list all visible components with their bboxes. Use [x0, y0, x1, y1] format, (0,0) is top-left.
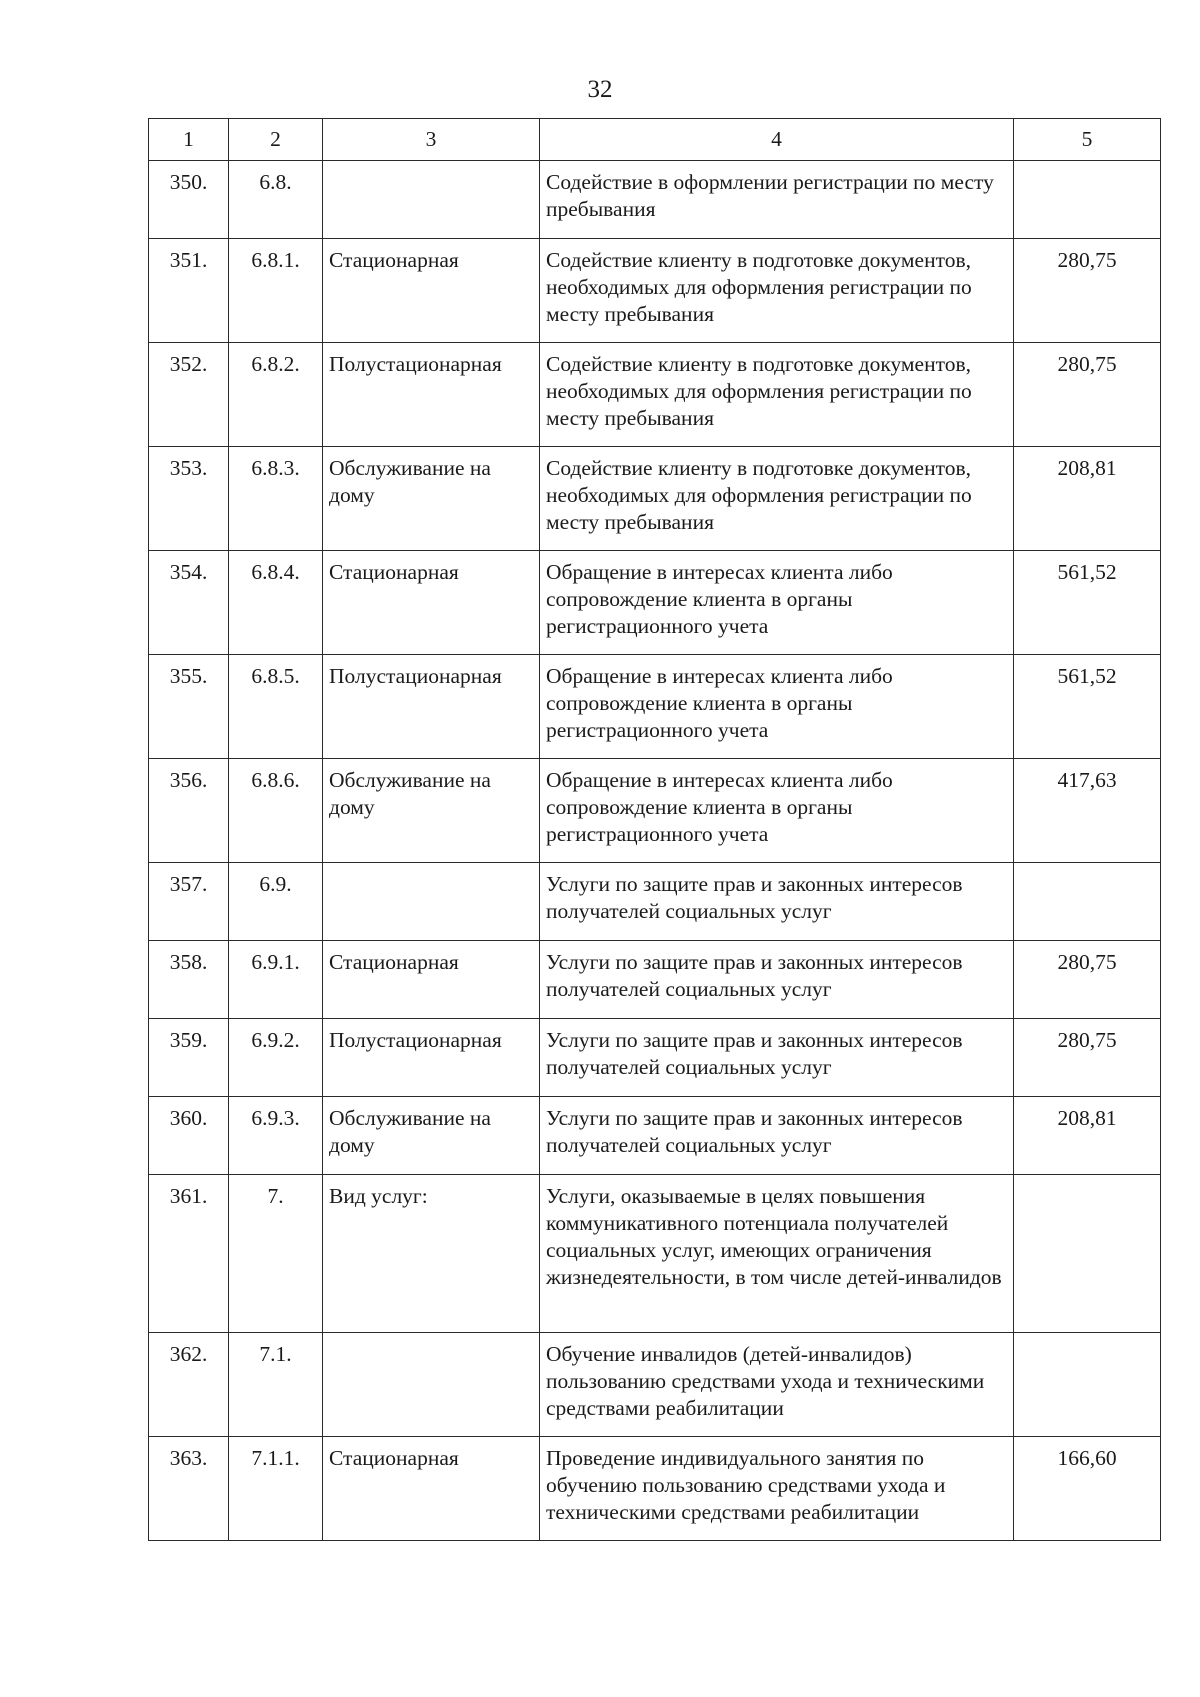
service-price: [1014, 1175, 1161, 1333]
row-number: 350.: [149, 161, 229, 239]
service-form: [323, 863, 540, 941]
service-price: 280,75: [1014, 239, 1161, 343]
col-header-1: 1: [149, 119, 229, 161]
service-price: 166,60: [1014, 1437, 1161, 1541]
service-price: 561,52: [1014, 551, 1161, 655]
service-code: 6.8.2.: [229, 343, 323, 447]
service-description: Обращение в интересах клиента либо сопровождение клиента в органы регистрационного учета: [540, 759, 1014, 863]
tariff-table: [148, 118, 1161, 1541]
service-form: Стационарная: [323, 239, 540, 343]
service-price: [1014, 161, 1161, 239]
service-price: 561,52: [1014, 655, 1161, 759]
service-description: Содействие клиенту в подготовке документов, необходимых для оформления регистрации по месту пребывания: [540, 239, 1014, 343]
service-code: 6.8.: [229, 161, 323, 239]
service-form: Вид услуг:: [323, 1175, 540, 1333]
service-description: Услуги по защите прав и законных интересов получателей социальных услуг: [540, 1097, 1014, 1175]
service-description: Услуги по защите прав и законных интересов получателей социальных услуг: [540, 1019, 1014, 1097]
row-number: 362.: [149, 1333, 229, 1437]
col-header-3: 3: [323, 119, 540, 161]
service-description: Обучение инвалидов (детей-инвалидов) пользованию средствами ухода и техническими средствами реабилитации: [540, 1333, 1014, 1437]
table-row: [149, 1097, 1161, 1175]
table-row: [149, 655, 1161, 759]
service-description: Содействие в оформлении регистрации по месту пребывания: [540, 161, 1014, 239]
page-number: 32: [587, 76, 613, 103]
service-form: Стационарная: [323, 551, 540, 655]
row-number: 351.: [149, 239, 229, 343]
service-form: Полустационарная: [323, 1019, 540, 1097]
table-row: [149, 551, 1161, 655]
service-description: Обращение в интересах клиента либо сопровождение клиента в органы регистрационного учета: [540, 551, 1014, 655]
service-form: Полустационарная: [323, 343, 540, 447]
table-row: [149, 1019, 1161, 1097]
service-code: 6.9.3.: [229, 1097, 323, 1175]
table-row: [149, 161, 1161, 239]
row-number: 358.: [149, 941, 229, 1019]
table-row: [149, 447, 1161, 551]
service-form: [323, 161, 540, 239]
service-description: Проведение индивидуального занятия по обучению пользованию средствами ухода и техническими средствами реабилитации: [540, 1437, 1014, 1541]
table-row: [149, 239, 1161, 343]
service-form: Стационарная: [323, 941, 540, 1019]
service-code: 6.8.5.: [229, 655, 323, 759]
row-number: 361.: [149, 1175, 229, 1333]
row-number: 359.: [149, 1019, 229, 1097]
service-code: 6.9.2.: [229, 1019, 323, 1097]
service-price: 208,81: [1014, 447, 1161, 551]
service-form: [323, 1333, 540, 1437]
service-price: 280,75: [1014, 1019, 1161, 1097]
row-number: 363.: [149, 1437, 229, 1541]
row-number: 356.: [149, 759, 229, 863]
service-code: 6.9.1.: [229, 941, 323, 1019]
service-price: 208,81: [1014, 1097, 1161, 1175]
table-row: [149, 343, 1161, 447]
col-header-5: 5: [1014, 119, 1161, 161]
service-price: [1014, 863, 1161, 941]
col-header-2: 2: [229, 119, 323, 161]
service-code: 6.8.6.: [229, 759, 323, 863]
table-row: [149, 1437, 1161, 1541]
service-code: 7.1.1.: [229, 1437, 323, 1541]
service-description: Услуги, оказываемые в целях повышения коммуникативного потенциала получателей социальных услуг, имеющих ограничения жизнедеятельности, в том числе детей-инвалидов: [540, 1175, 1014, 1333]
row-number: 352.: [149, 343, 229, 447]
service-code: 7.1.: [229, 1333, 323, 1437]
service-description: Услуги по защите прав и законных интересов получателей социальных услуг: [540, 941, 1014, 1019]
service-code: 6.8.1.: [229, 239, 323, 343]
service-price: 280,75: [1014, 941, 1161, 1019]
row-number: 360.: [149, 1097, 229, 1175]
service-price: [1014, 1333, 1161, 1437]
service-description: Обращение в интересах клиента либо сопровождение клиента в органы регистрационного учета: [540, 655, 1014, 759]
service-form: Обслуживание на дому: [323, 1097, 540, 1175]
service-description: Услуги по защите прав и законных интересов получателей социальных услуг: [540, 863, 1014, 941]
service-code: 6.9.: [229, 863, 323, 941]
service-code: 6.8.3.: [229, 447, 323, 551]
row-number: 357.: [149, 863, 229, 941]
table-row: [149, 941, 1161, 1019]
service-code: 6.8.4.: [229, 551, 323, 655]
table-row: [149, 863, 1161, 941]
service-form: Обслуживание на дому: [323, 759, 540, 863]
row-number: 353.: [149, 447, 229, 551]
row-number: 355.: [149, 655, 229, 759]
table-row: [149, 1333, 1161, 1437]
service-form: Обслуживание на дому: [323, 447, 540, 551]
header-row: [149, 119, 1161, 161]
service-form: Полустационарная: [323, 655, 540, 759]
table-row: [149, 759, 1161, 863]
row-number: 354.: [149, 551, 229, 655]
service-description: Содействие клиенту в подготовке документов, необходимых для оформления регистрации по месту пребывания: [540, 447, 1014, 551]
service-form: Стационарная: [323, 1437, 540, 1541]
service-description: Содействие клиенту в подготовке документов, необходимых для оформления регистрации по месту пребывания: [540, 343, 1014, 447]
service-price: 280,75: [1014, 343, 1161, 447]
service-code: 7.: [229, 1175, 323, 1333]
col-header-4: 4: [540, 119, 1014, 161]
table-row: [149, 1175, 1161, 1333]
service-price: 417,63: [1014, 759, 1161, 863]
